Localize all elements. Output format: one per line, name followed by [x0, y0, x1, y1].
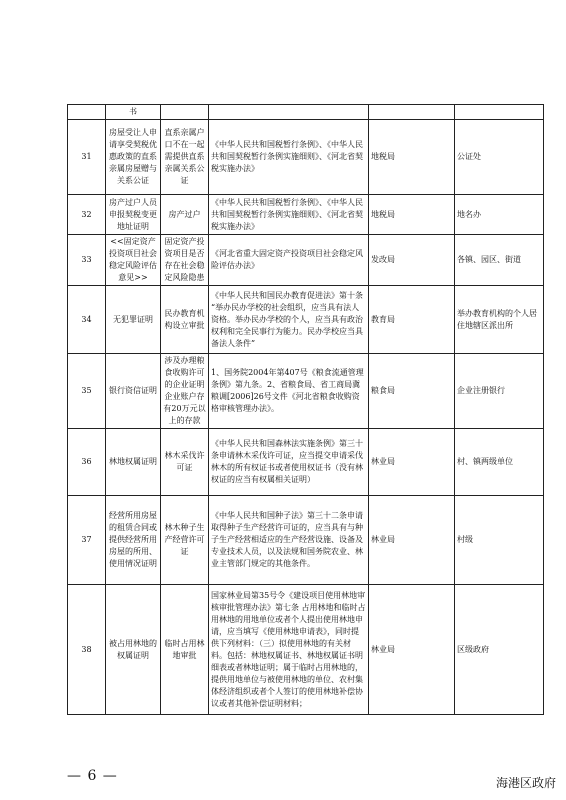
substitute-cell: 各镇、园区、街道 — [455, 235, 544, 286]
legal-basis-cell: 《中华人民共和国税暂行条例》、《中华人民共和国契税暂行条例实施细则》、《河北省契税实施办法》 — [209, 195, 369, 235]
legal-basis-cell: 《中华人民共和国种子法》第三十二条申请取得种子生产经营许可证的，应当具有与种子生产经营相适应的生产经营设施、设备及专业技术人员，以及法规和国务院农业、林业主管部门规定的其他条件。 — [209, 496, 369, 585]
department-cell: 林业局 — [369, 585, 455, 715]
legal-basis-cell: 《中华人民共和国森林法实施条例》第三十条申请林木采伐许可证，应当提交申请采伐林木的所有权证书或者使用权证书（没有林权证的应当有权属相关证明） — [209, 429, 369, 496]
certificate-name-cell: 经营所用房屋的租赁合同或提供经营所用房屋的所用、使用情况证明 — [106, 496, 161, 585]
legal-basis-cell: 《河北省重大固定资产投资项目社会稳定风险评估办法》 — [209, 235, 369, 286]
row-number-cell: 32 — [68, 195, 106, 235]
source-watermark: 海港区政府 — [495, 776, 556, 790]
requesting-item-cell: 临时占用林地审批 — [161, 585, 209, 715]
department-cell — [369, 105, 455, 120]
department-cell: 教育局 — [369, 286, 455, 354]
requesting-item-cell: 涉及办理粮食收购许可的企业证明企业账户存有20万元以上的存款 — [161, 354, 209, 429]
department-cell: 粮食局 — [369, 354, 455, 429]
substitute-cell: 举办教育机构的个人居住地辖区派出所 — [455, 286, 544, 354]
substitute-cell: 企业注册银行 — [455, 354, 544, 429]
row-number-cell: 38 — [68, 585, 106, 715]
substitute-cell: 区级政府 — [455, 585, 544, 715]
table-row — [68, 195, 544, 235]
department-cell: 林业局 — [369, 429, 455, 496]
table-row — [68, 585, 544, 715]
requesting-item-cell: 固定资产投资项目是否存在社会稳定风险隐患 — [161, 235, 209, 286]
row-number-cell — [68, 105, 106, 120]
requesting-item-cell: 林木采伐许可证 — [161, 429, 209, 496]
requesting-item-cell: 林木种子生产经营许可证 — [161, 496, 209, 585]
certificate-name-cell: 被占用林地的权属证明 — [106, 585, 161, 715]
substitute-cell: 村级 — [455, 496, 544, 585]
legal-basis-cell: 国家林业局第35号令《建设项目使用林地审核审批管理办法》第七条 占用林地和临时占用林地的用地单位或者个人提出使用林地申请，应当填写《使用林地申请表》，同时提供下列材料：（三）拟使用林地的有关材料。包括：林地权属证书、林地权属证书明细表或者林地证明；属于临时占用林地的，提供用地单位与被使用林地的单位、农村集体经济组织或者个人签订的使用林地补偿协议或者其他补偿证明材料； — [209, 585, 369, 715]
requesting-item-cell — [161, 105, 209, 120]
substitute-cell: 公证处 — [455, 120, 544, 195]
table-row — [68, 120, 544, 195]
certificate-name-cell: 房产过户人员申报契税变更地址证明 — [106, 195, 161, 235]
table-row — [68, 354, 544, 429]
requesting-item-cell: 民办教育机构设立审批 — [161, 286, 209, 354]
department-cell: 地税局 — [369, 195, 455, 235]
legal-basis-cell — [209, 105, 369, 120]
table-row — [68, 496, 544, 585]
row-number-cell: 34 — [68, 286, 106, 354]
row-number-cell: 35 — [68, 354, 106, 429]
department-cell: 地税局 — [369, 120, 455, 195]
legal-basis-cell: 《中华人民共和国税暂行条例》、《中华人民共和国契税暂行条例实施细则》、《河北省契税实施办法》 — [209, 120, 369, 195]
substitute-cell: 地名办 — [455, 195, 544, 235]
legal-basis-cell: 1、国务院2004年第407号《粮食流通管理条例》第九条。2、省粮食局、省工商局冀粮调[2006]26号文件《河北省粮食收购资格审核管理办法》。 — [209, 354, 369, 429]
row-number-cell: 33 — [68, 235, 106, 286]
page-number: — 6 — — [67, 768, 118, 784]
table-row — [68, 235, 544, 286]
requesting-item-cell: 房产过户 — [161, 195, 209, 235]
row-number-cell: 36 — [68, 429, 106, 496]
table-row — [68, 105, 544, 120]
substitute-cell: 村、镇两级单位 — [455, 429, 544, 496]
certificate-name-cell: 书 — [106, 105, 161, 120]
table-row — [68, 429, 544, 496]
table-row — [68, 286, 544, 354]
row-number-cell: 37 — [68, 496, 106, 585]
department-cell: 发改局 — [369, 235, 455, 286]
substitute-cell — [455, 105, 544, 120]
certificate-name-cell: 银行资信证明 — [106, 354, 161, 429]
row-number-cell: 31 — [68, 120, 106, 195]
certificate-name-cell: 林地权属证明 — [106, 429, 161, 496]
certificate-table — [67, 104, 544, 715]
certificate-name-cell: 房屋受让人申请享受契税优惠政策的直系亲属房屋赠与关系公证 — [106, 120, 161, 195]
certificate-name-cell: <<固定资产投资项目社会稳定风险评估意见>> — [106, 235, 161, 286]
department-cell: 林业局 — [369, 496, 455, 585]
certificate-name-cell: 无犯罪证明 — [106, 286, 161, 354]
legal-basis-cell: 《中华人民共和国民办教育促进法》第十条 “举办民办学校的社会组织，应当具有法人资格。举办民办学校的个人，应当具有政治权利和完全民事行为能力。民办学校应当具备法人条件” — [209, 286, 369, 354]
requesting-item-cell: 直系亲属户口不在一起需提供直系亲属关系公证 — [161, 120, 209, 195]
